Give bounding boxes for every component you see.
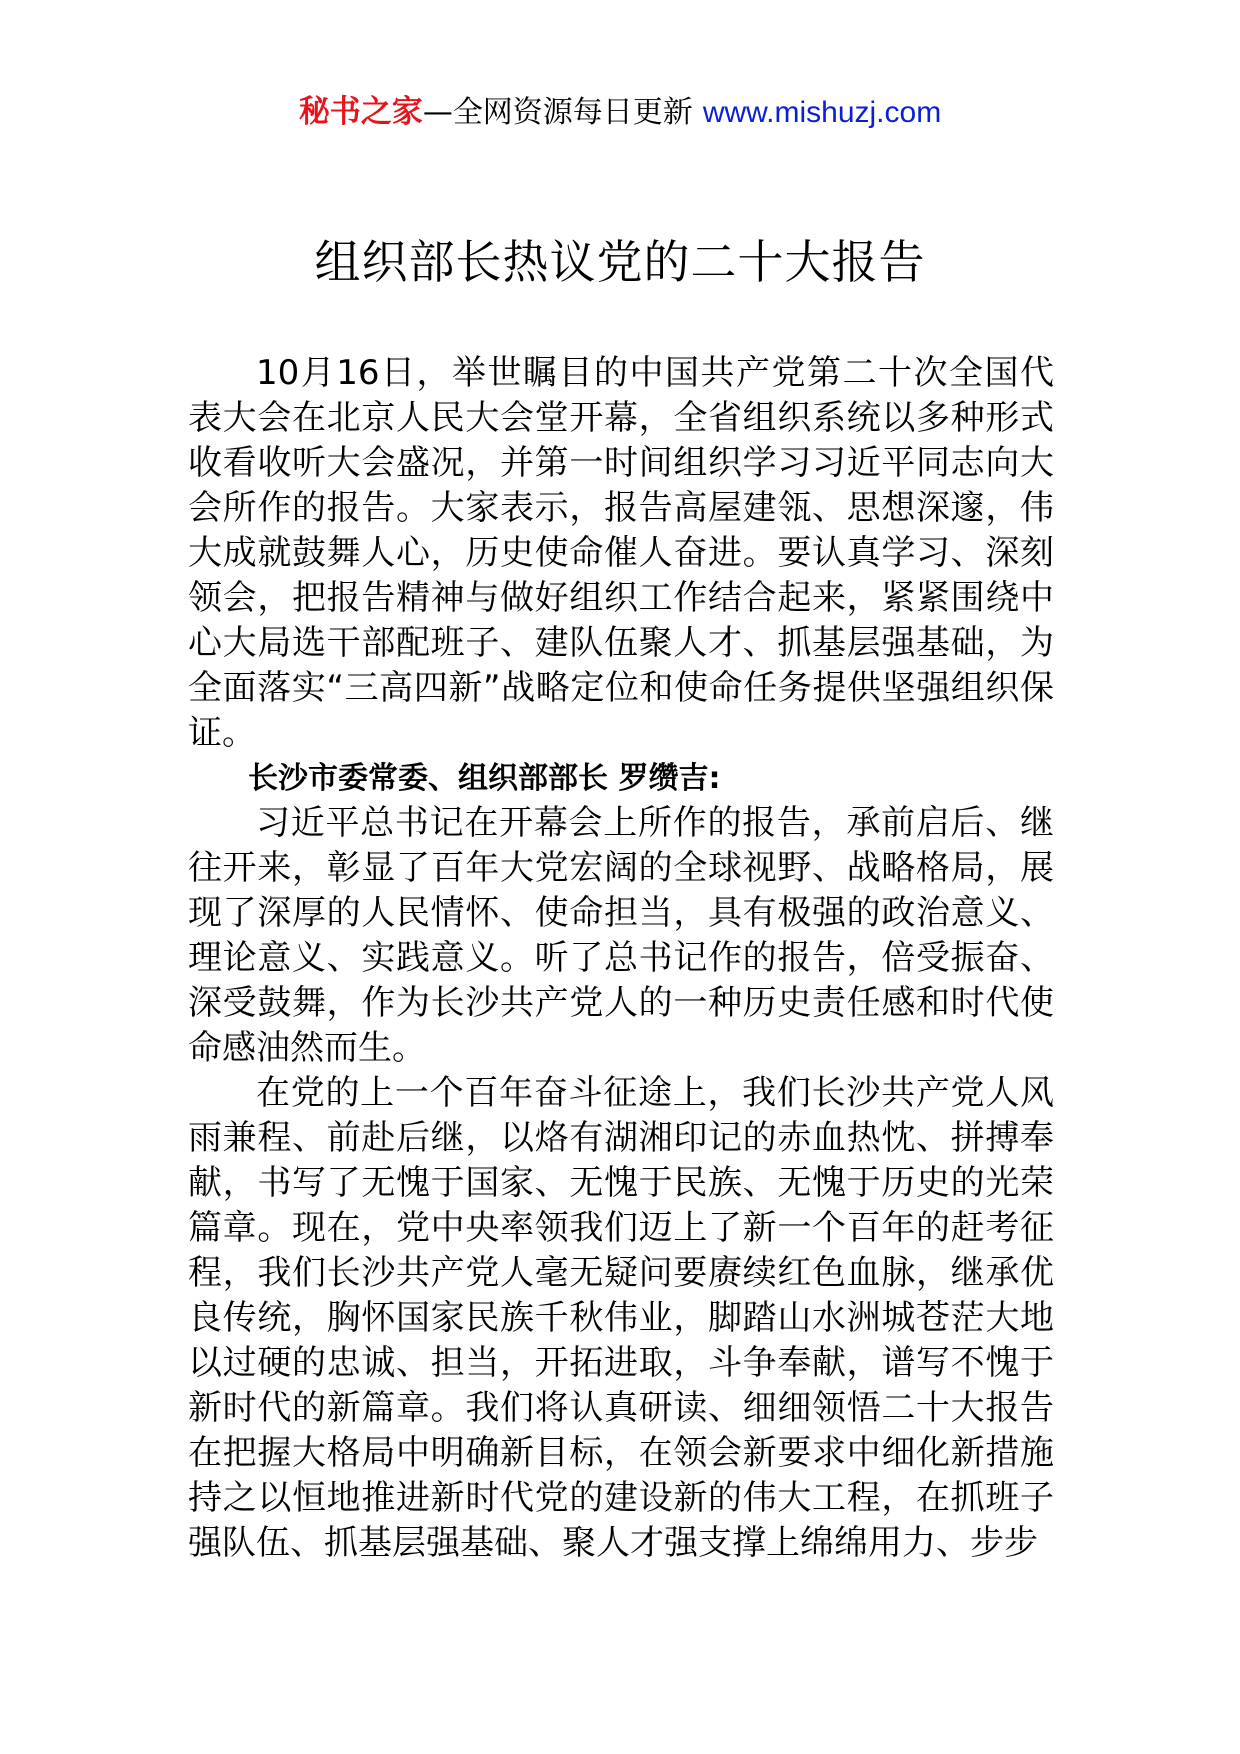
speaker-heading: 长沙市委常委、组织部部长 罗缵吉:	[248, 761, 721, 796]
body-paragraph: 习近平总书记在开幕会上所作的报告，承前启后、继往开来，彰显了百年大党宏阔的全球视野、战略格局，展现了深厚的人民情怀、使命担当，具有极强的政治意义、理论意义、实践意义。听了总书记作的报告，倍受振奋、深受鼓舞，作为长沙共产党人的一种历史责任感和时代使命感油然而生。	[188, 803, 1054, 1068]
intro-paragraph: 10月16日，举世瞩目的中国共产党第二十次全国代表大会在北京人民大会堂开幕，全省组织系统以多种形式收看收听大会盛况，并第一时间组织学习习近平同志向大会所作的报告。大家表示，报告高屋建瓴、思想深邃，伟大成就鼓舞人心，历史使命催人奋进。要认真学习、深刻领会，把报告精神与做好组织工作结合起来，紧紧围绕中心大局选干部配班子、建队伍聚人才、抓基层强基础，为全面落实“三高四新”战略定位和使命任务提供坚强组织保证。	[188, 353, 1054, 753]
site-url-link[interactable]: www.mishuzj.com	[702, 96, 942, 129]
body-paragraph: 在党的上一个百年奋斗征途上，我们长沙共产党人风雨兼程、前赴后继，以烙有湖湘印记的赤血热忱、拼搏奉献，书写了无愧于国家、无愧于民族、无愧于历史的光荣篇章。现在，党中央率领我们迈上了新一个百年的赶考征程，我们长沙共产党人毫无疑问要赓续红色血脉，继承优良传统，胸怀国家民族千秋伟业，脚踏山水洲城苍茫大地以过硬的忠诚、担当，开拓进取，斗争奉献，谱写不愧于新时代的新篇章。我们将认真研读、细细领悟二十大报告在把握大格局中明确新目标，在领会新要求中细化新措施持之以恒地推进新时代党的建设新的伟大工程，在抓班子强队伍、抓基层强基础、聚人才强支撑上绵绵用力、步步	[188, 1073, 1054, 1563]
site-header	[0, 92, 1240, 133]
header-slogan: —全网资源每日更新	[422, 95, 693, 130]
document-title: 组织部长热议党的二十大报告	[314, 235, 926, 289]
article-body	[188, 351, 1054, 1566]
brand-name: 秘书之家	[298, 94, 423, 130]
